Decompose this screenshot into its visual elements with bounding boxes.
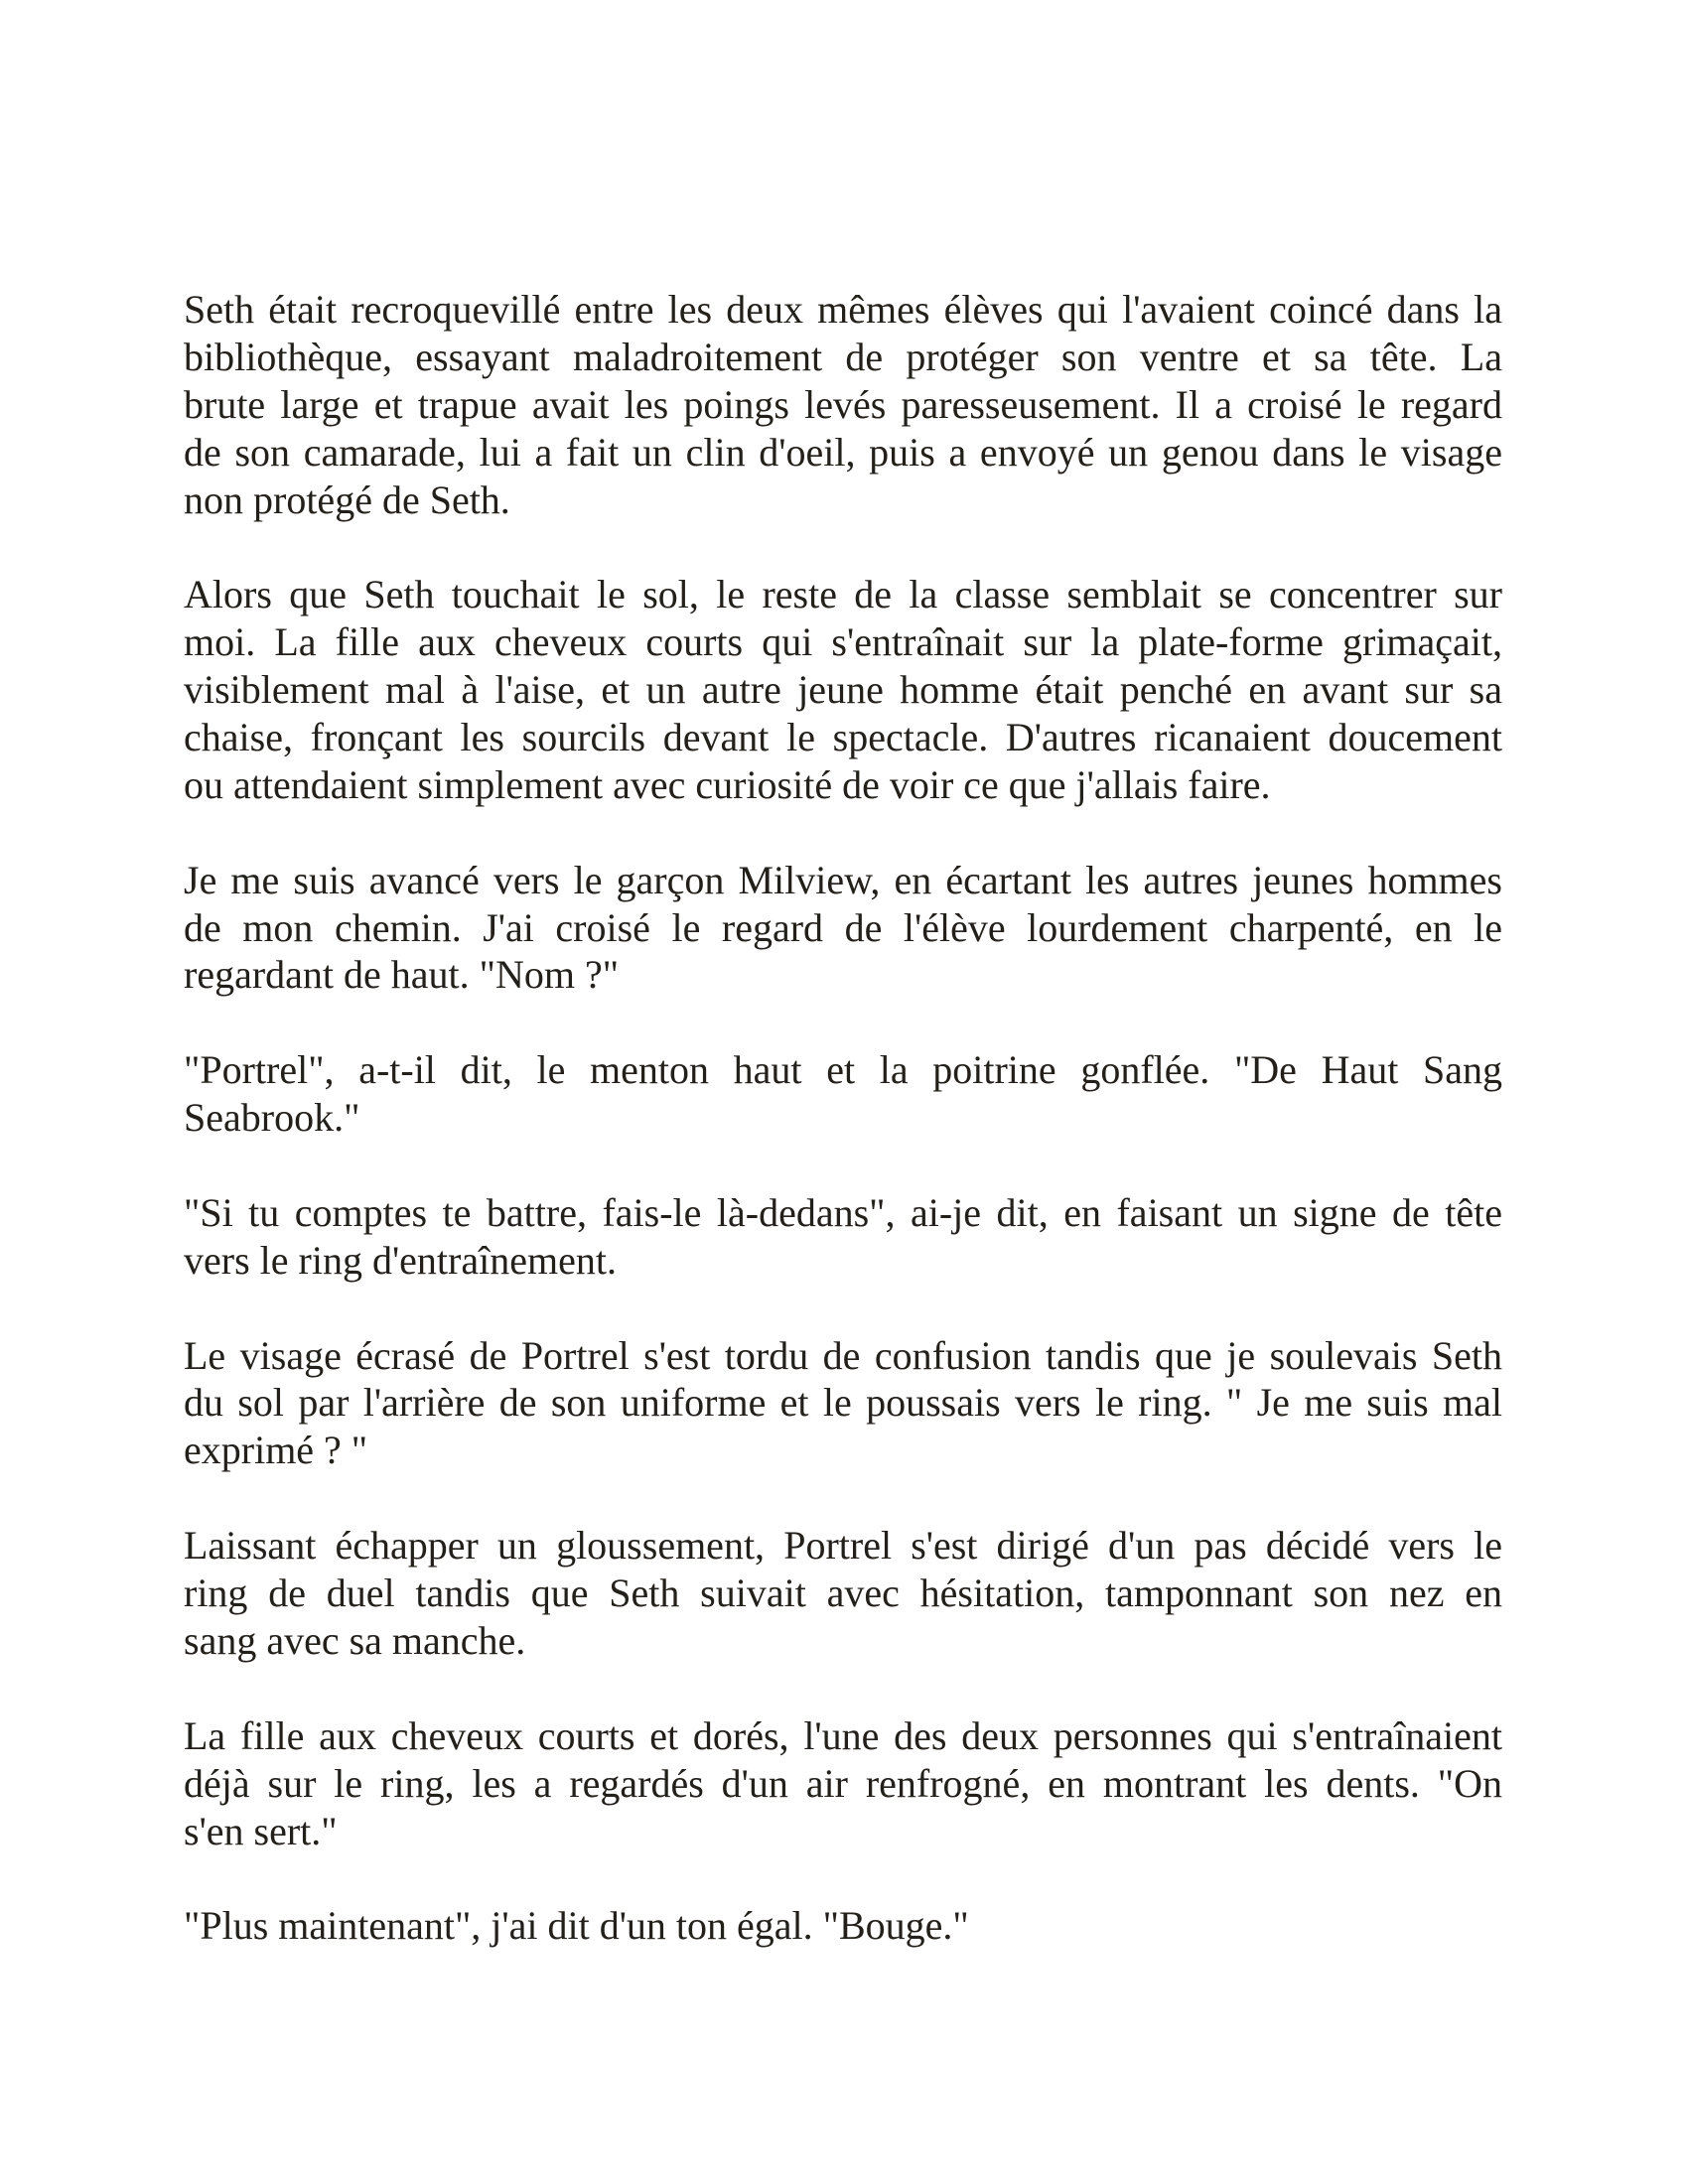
paragraph-2 xyxy=(184,571,1502,808)
text-line: La fille aux cheveux courts et dorés, l'une des deux personnes qui s'entraînaient xyxy=(184,1712,1502,1758)
text-line: regardant de haut. "Nom ?" xyxy=(184,952,620,998)
paragraph-6 xyxy=(184,1332,1502,1475)
text-line: Laissant échapper un gloussement, Portrel s'est dirigé d'un pas décidé vers le xyxy=(184,1523,1502,1569)
text-line: "Si tu comptes te battre, fais-le là-dedans", ai-je dit, en faisant un signe de tête xyxy=(184,1189,1502,1235)
text-line: visiblement mal à l'aise, et un autre jeune homme était penché en avant sur sa xyxy=(184,667,1502,713)
text-line: chaise, fronçant les sourcils devant le spectacle. D'autres ricanaient doucement xyxy=(184,715,1502,760)
text-line: "Portrel", a-t-il dit, le menton haut et la poitrine gonflée. "De Haut Sang xyxy=(184,1047,1502,1093)
text-line: s'en sert." xyxy=(184,1808,338,1853)
text-line: de son camarade, lui a fait un clin d'oeil, puis a envoyé un genou dans le visage xyxy=(184,429,1502,475)
text-line: Seabrook." xyxy=(184,1095,360,1141)
text-line: déjà sur le ring, les a regardés d'un air renfrogné, en montrant les dents. "On xyxy=(184,1760,1502,1806)
text-line: de mon chemin. J'ai croisé le regard de l'élève lourdement charpenté, en le xyxy=(184,904,1502,950)
text-line: sang avec sa manche. xyxy=(184,1617,526,1663)
paragraph-5 xyxy=(184,1189,1502,1285)
paragraph-3 xyxy=(184,857,1502,1000)
body-text xyxy=(184,286,1502,1997)
paragraph-4 xyxy=(184,1046,1502,1142)
paragraph-7 xyxy=(184,1522,1502,1665)
text-line: exprimé ? " xyxy=(184,1428,368,1473)
text-line: vers le ring d'entraînement. xyxy=(184,1237,617,1283)
text-line: "Plus maintenant", j'ai dit d'un ton égal. "Bouge." xyxy=(184,1903,969,1949)
text-line: Le visage écrasé de Portrel s'est tordu de confusion tandis que je soulevais Seth xyxy=(184,1332,1502,1378)
text-line: Seth était recroquevillé entre les deux mêmes élèves qui l'avaient coincé dans la xyxy=(184,287,1502,332)
paragraph-1 xyxy=(184,286,1502,523)
text-line: brute large et trapue avait les poings levés paresseusement. Il a croisé le regard xyxy=(184,381,1502,427)
paragraph-9 xyxy=(184,1902,1502,1950)
text-line: bibliothèque, essayant maladroitement de protéger son ventre et sa tête. La xyxy=(184,334,1502,379)
text-line: moi. La fille aux cheveux courts qui s'entraînait sur la plate-forme grimaçait, xyxy=(184,619,1502,665)
paragraph-8 xyxy=(184,1712,1502,1855)
text-line: non protégé de Seth. xyxy=(184,477,510,522)
text-line: du sol par l'arrière de son uniforme et le poussais vers le ring. " Je me suis mal xyxy=(184,1380,1502,1426)
text-line: ou attendaient simplement avec curiosité de voir ce que j'allais faire. xyxy=(184,761,1271,807)
text-line: Alors que Seth touchait le sol, le reste de la classe semblait se concentrer sur xyxy=(184,572,1502,617)
text-line: ring de duel tandis que Seth suivait avec hésitation, tamponnant son nez en xyxy=(184,1570,1502,1616)
text-line: Je me suis avancé vers le garçon Milview, en écartant les autres jeunes hommes xyxy=(184,857,1502,902)
